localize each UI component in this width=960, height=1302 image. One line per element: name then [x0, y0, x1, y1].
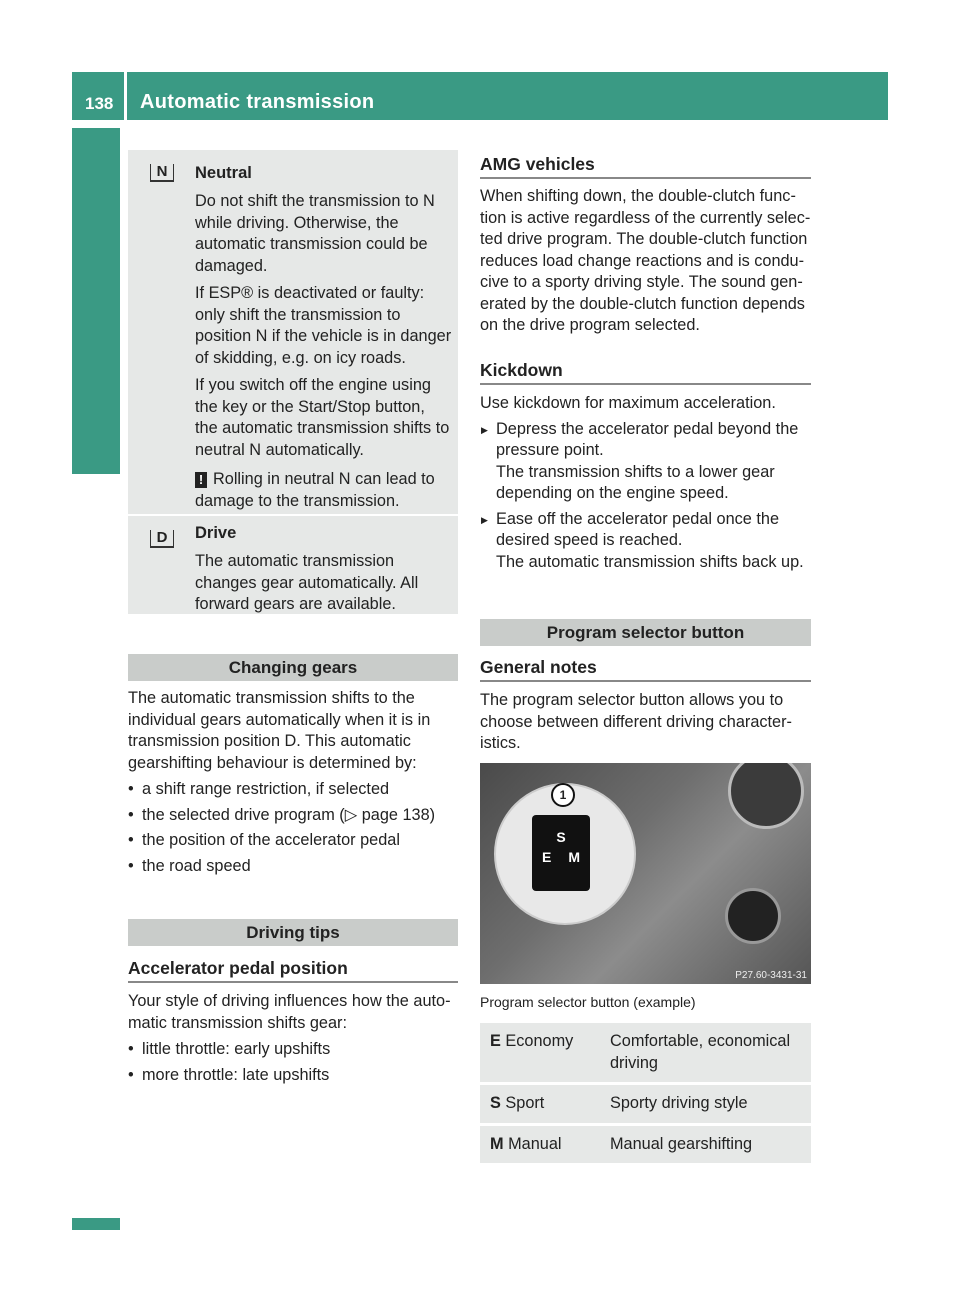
page-title: Automatic transmission — [140, 91, 375, 113]
mode-key-cell: M Manual — [480, 1126, 602, 1164]
divider — [480, 177, 811, 179]
amg-body — [480, 186, 811, 337]
mode-desc-cell: Comfortable, economical driving — [602, 1023, 811, 1082]
list-item: • a shift range restriction, if selected — [128, 779, 458, 801]
step-item — [480, 509, 811, 574]
callout-marker: 1 — [551, 783, 575, 807]
page-header — [72, 72, 888, 120]
subsection-title: Accelerator pedal position — [128, 958, 348, 978]
subsection-title: General notes — [480, 657, 597, 677]
gear-paragraph: If you switch off the engine using the key or the Start/Stop button, the automatic transmission shifts to neutral N automatically. — [195, 376, 450, 459]
chapter-tab-label: Driving and parking — [77, 567, 99, 755]
list-item: • the selected drive program (▷ page 138) — [128, 805, 458, 827]
paragraph: When shifting down, the double-clutch function is active regardless of the currently selected drive program. The double-clutch function reduces load change reactions and is conducive to a sporty driving style. The sound generated by the double-clutch function depends on the drive program selected. — [480, 187, 811, 334]
gear-n-icon: N — [150, 164, 174, 182]
gear-row-drive — [128, 516, 458, 614]
program-selector-button — [532, 815, 590, 891]
divider — [480, 383, 811, 385]
warning-text: Rolling in neutral N can lead to damage to the transmission. — [195, 470, 435, 510]
header-divider — [124, 72, 127, 120]
divider — [480, 680, 811, 682]
chapter-tab — [72, 128, 120, 755]
section-title: Changing gears — [128, 654, 458, 681]
button-label-row — [532, 845, 590, 865]
bullet-list — [128, 779, 458, 877]
gear-paragraph: Do not shift the transmission to N while driving. Otherwise, the automatic transmission could be damaged. — [195, 192, 435, 275]
list-item: • the road speed — [128, 856, 458, 878]
mode-table — [480, 1020, 811, 1166]
gear-paragraph: The automatic transmission changes gear automatically. All forward gears are available. — [195, 552, 419, 613]
gauge-illustration — [728, 763, 804, 829]
gear-d-icon: D — [150, 530, 174, 548]
warning-note — [195, 469, 452, 512]
page-number: 138 — [85, 94, 114, 113]
program-selector-body — [480, 690, 811, 755]
gear-heading: Drive — [195, 524, 237, 542]
paragraph: Your style of driving influences how the automatic transmission shifts gear: — [128, 992, 451, 1032]
changing-gears-body — [128, 688, 458, 881]
program-selector-photo — [480, 763, 811, 984]
figure-caption: Program selector button (example) — [480, 994, 696, 1010]
warning-icon: ! — [195, 472, 207, 488]
table-row — [480, 1126, 811, 1164]
table-row — [480, 1023, 811, 1082]
section-title: Driving tips — [128, 919, 458, 946]
gear-heading: Neutral — [195, 164, 252, 182]
kickdown-body — [480, 393, 811, 577]
button-label-top: S — [556, 829, 566, 845]
list-item: • little throttle: early upshifts — [128, 1039, 458, 1061]
mode-desc-cell: Sporty driving style — [602, 1085, 811, 1123]
table-row — [480, 1085, 811, 1123]
step-list — [480, 419, 811, 574]
gear-paragraph: If ESP® is deactivated or faulty: only shift the transmission to position N if the vehicle is in danger of skidding, e.g. on icy roads. — [195, 284, 452, 367]
list-item: • the position of the accelerator pedal — [128, 830, 458, 852]
step-action: Depress the accelerator pedal beyond the pressure point. — [496, 419, 799, 459]
controller-knob-illustration — [725, 888, 781, 944]
divider — [128, 981, 458, 983]
mode-desc-cell: Manual gearshifting — [602, 1126, 811, 1164]
step-item — [480, 419, 811, 505]
section-title: Program selector button — [480, 619, 811, 646]
gear-row-neutral — [128, 150, 458, 514]
driving-tips-body — [128, 991, 458, 1090]
paragraph: Use kickdown for maximum acceleration. — [480, 394, 776, 412]
button-label-right: M — [568, 849, 580, 865]
step-result: The transmission shifts to a lower gear depending on the engine speed. — [496, 462, 775, 502]
figure-code: P27.60-3431-31 — [735, 970, 807, 981]
chapter-marker — [72, 1218, 120, 1230]
list-item: • more throttle: late upshifts — [128, 1065, 458, 1087]
mode-key-cell: E Economy — [480, 1023, 602, 1082]
paragraph: The program selector button allows you to choose between different driving characteristics. — [480, 691, 792, 752]
bullet-list — [128, 1039, 458, 1086]
step-result: The automatic transmission shifts back up. — [496, 552, 804, 571]
subsection-title: Kickdown — [480, 360, 563, 380]
paragraph: The automatic transmission shifts to the individual gears automatically when it is in transmission position D. This automatic gearshifting behaviour is determined by: — [128, 689, 431, 772]
mode-key-cell: S Sport — [480, 1085, 602, 1123]
subsection-title: AMG vehicles — [480, 154, 595, 174]
step-action: Ease off the accelerator pedal once the desired speed is reached. — [496, 509, 780, 549]
button-label-left: E — [542, 849, 552, 865]
